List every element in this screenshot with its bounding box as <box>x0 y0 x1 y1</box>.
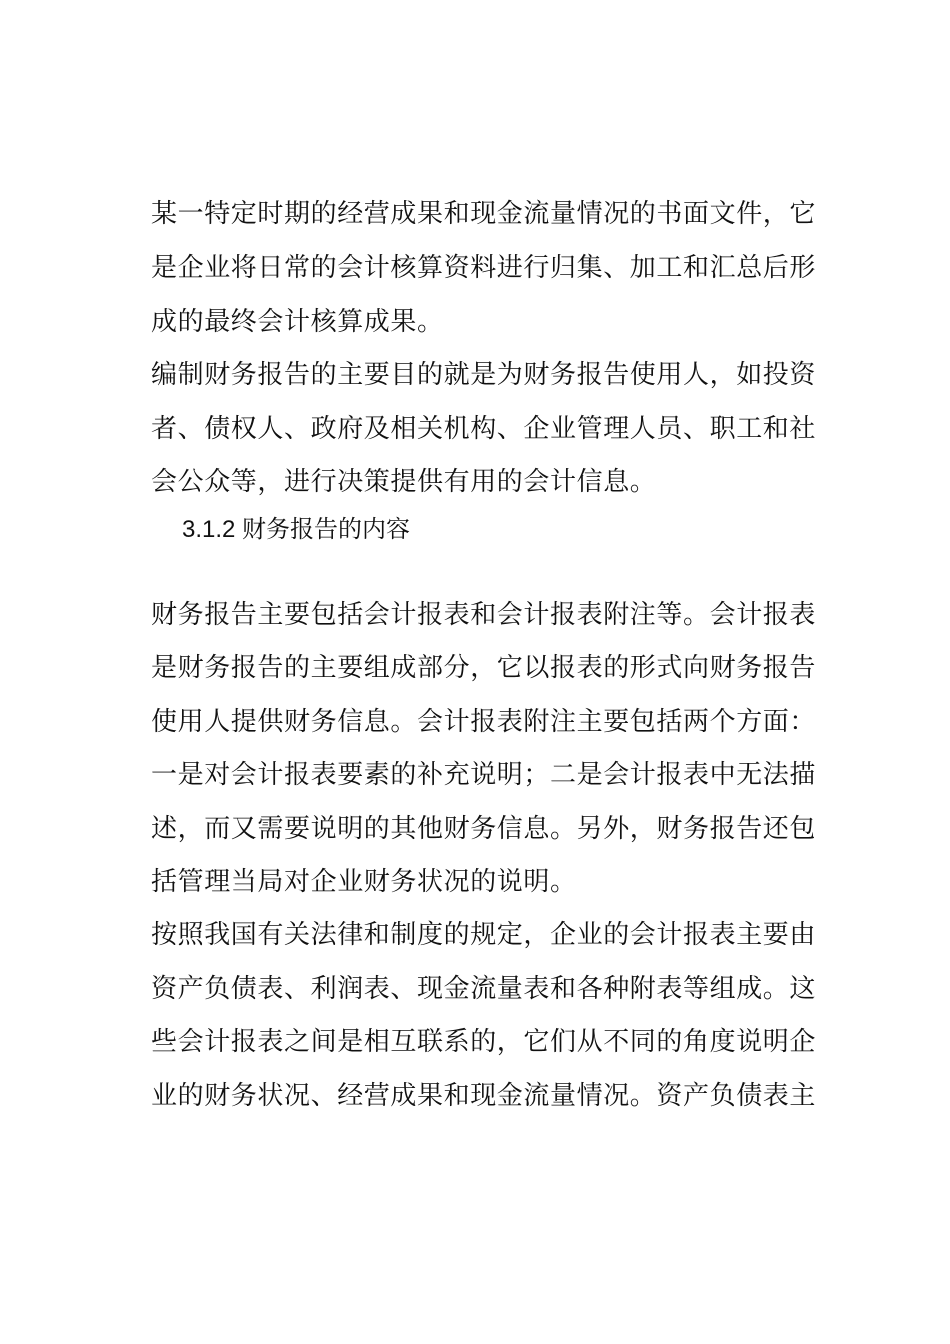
text-line: 会公众等，进行决策提供有用的会计信息。 <box>151 467 657 497</box>
text-line: 使用人提供财务信息。会计报表附注主要包括两个方面： <box>151 707 817 737</box>
text-line: 业的财务状况、经营成果和现金流量情况。资产负债表主 <box>151 1081 817 1111</box>
text-line: 括管理当局对企业财务状况的说明。 <box>151 867 577 897</box>
text-line: 编制财务报告的主要目的就是为财务报告使用人，如投资 <box>151 360 817 390</box>
text-line: 是企业将日常的会计核算资料进行归集、加工和汇总后形 <box>151 253 817 283</box>
section-heading: 3.1.2 财务报告的内容 <box>182 516 411 543</box>
text-line: 者、债权人、政府及相关机构、企业管理人员、职工和社 <box>151 414 817 444</box>
text-line: 某一特定时期的经营成果和现金流量情况的书面文件，它 <box>151 199 817 229</box>
text-line: 成的最终会计核算成果。 <box>151 307 444 337</box>
text-line: 按照我国有关法律和制度的规定，企业的会计报表主要由 <box>151 920 817 950</box>
text-line: 一是对会计报表要素的补充说明；二是会计报表中无法描 <box>151 760 817 790</box>
text-line: 是财务报告的主要组成部分，它以报表的形式向财务报告 <box>151 653 817 683</box>
text-line: 些会计报表之间是相互联系的，它们从不同的角度说明企 <box>151 1027 817 1057</box>
text-line: 述，而又需要说明的其他财务信息。另外，财务报告还包 <box>151 814 817 844</box>
text-line: 财务报告主要包括会计报表和会计报表附注等。会计报表 <box>151 600 817 630</box>
text-line: 资产负债表、利润表、现金流量表和各种附表等组成。这 <box>151 974 817 1004</box>
